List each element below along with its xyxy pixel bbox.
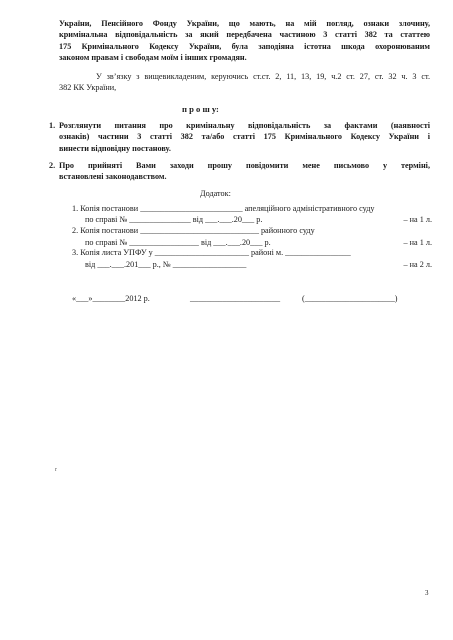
para2-line-2: 382 КК України, bbox=[59, 83, 117, 92]
margin-mark: r bbox=[55, 467, 57, 473]
signature-date: «___»________2012 р. bbox=[72, 294, 150, 303]
request-2-number: 2. bbox=[49, 161, 56, 170]
appendix-item-3-line-1: 3. Копія листа УПФУ у _______________________ районі м. ________________ bbox=[72, 248, 351, 257]
para2-line-1: У зв’язку з вищевикладеним, керуючись ст.ст. 2, 11, 13, 19, ч.2 ст. 27, ст. 32 ч. 3 ст. bbox=[96, 72, 430, 81]
request-1-line-2: ознаків) частини 3 статті 382 та/або статті 175 Кримінального Кодексу України і bbox=[59, 132, 430, 141]
para1-line-1: України, Пенсійного Фонду України, що мають, на мій погляд, ознаки злочину, bbox=[59, 19, 430, 28]
para1-line-3: 175 Кримінального Кодексу України, була заподіяна істотна шкода охоронюваним bbox=[59, 42, 430, 51]
request-2-line-2: встановлені законодавством. bbox=[59, 172, 167, 181]
request-1-line-3: винести відповідну постанову. bbox=[59, 144, 171, 153]
para1-line-4: законом правам і свободам моїм і інших громадян. bbox=[59, 53, 247, 62]
page-number: 3 bbox=[425, 589, 429, 597]
request-1-line-1: Розглянути питання про кримінальну відповідальність за фактами (наявності bbox=[59, 121, 430, 130]
appendix-item-3-line-2: від ___.___.201___ р., № __________________ bbox=[85, 260, 247, 269]
request-2-line-1: Про прийняті Вами заходи прошу повідомити мене письмово у терміні, bbox=[59, 161, 430, 170]
appendix-item-2-pages: – на 1 л. bbox=[403, 238, 432, 247]
request-1-number: 1. bbox=[49, 121, 56, 130]
appendix-item-2-line-2: по справі № _________________ від ___.___.20___ р. bbox=[85, 238, 271, 247]
signature-name: (______________________) bbox=[302, 294, 398, 303]
para1-line-2: кримінальна відповідальність за який передбачена частиною 3 статті 382 та статтею bbox=[59, 30, 430, 39]
appendix-item-1-pages: – на 1 л. bbox=[403, 215, 432, 224]
signature-line: ______________________ bbox=[190, 294, 281, 303]
appendix-item-1-line-2: по справі № _______________ від ___.___.20___ р. bbox=[85, 215, 263, 224]
appendix-item-3-pages: – на 2 л. bbox=[403, 260, 432, 269]
appendix-item-1-line-1: 1. Копія постанови _________________________ апеляційного адміністративного суду bbox=[72, 204, 375, 213]
appendix-item-2-line-1: 2. Копія постанови _____________________________ районного суду bbox=[72, 226, 315, 235]
appendix-title: Додаток: bbox=[200, 189, 231, 198]
request-heading: п р о ш у: bbox=[182, 104, 219, 114]
